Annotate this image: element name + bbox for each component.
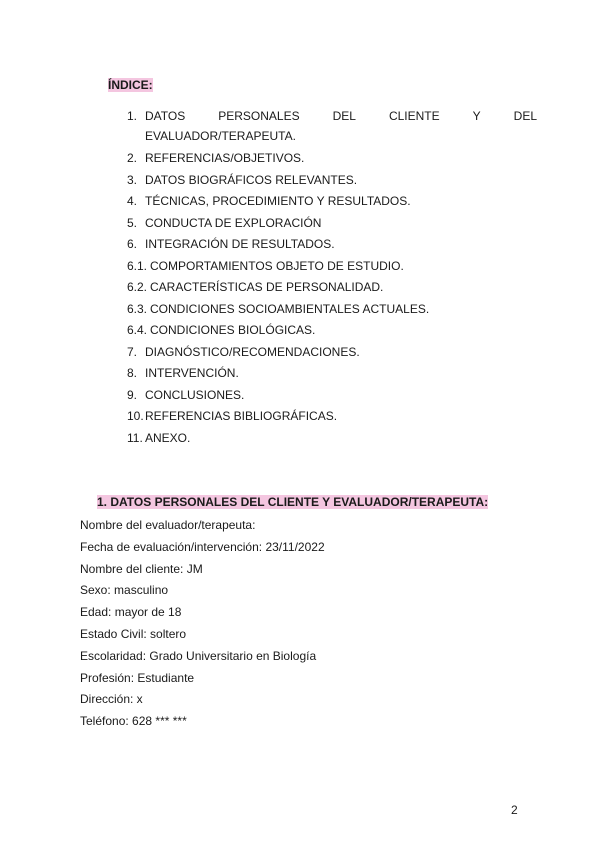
field-address: Dirección: x	[80, 692, 143, 707]
field-age: Edad: mayor de 18	[80, 605, 182, 620]
toc-item	[127, 148, 537, 170]
section-heading-text: 1. DATOS PERSONALES DEL CLIENTE Y EVALUADOR/TERAPEUTA:	[97, 495, 489, 509]
index-heading-text: ÍNDICE:	[108, 78, 153, 92]
toc-item-number: 10.	[127, 409, 144, 423]
toc-item-number: 7.	[127, 344, 138, 359]
field-profession: Profesión: Estudiante	[80, 670, 195, 685]
toc-item-text: CONDICIONES SOCIOAMBIENTALES ACTUALES.	[150, 301, 430, 316]
toc-item-number: 9.	[127, 387, 138, 402]
toc-item-number: 11.	[127, 430, 143, 445]
table-of-contents	[127, 106, 537, 449]
toc-item-number: 5.	[127, 215, 138, 230]
page-number: 2	[511, 803, 518, 817]
field-education: Escolaridad: Grado Universitario en Biología	[80, 648, 317, 663]
toc-item-number: 6.2.	[127, 280, 148, 294]
toc-item-number: 3.	[127, 172, 138, 187]
toc-item-number: 6.4.	[127, 323, 148, 337]
toc-item-number: 2.	[127, 151, 138, 165]
field-sex: Sexo: masculino	[80, 583, 169, 598]
toc-item-text	[145, 106, 537, 146]
toc-item	[127, 320, 537, 342]
toc-item-text: DATOS BIOGRÁFICOS RELEVANTES.	[145, 172, 358, 187]
toc-item-text: CONDUCTA DE EXPLORACIÓN	[145, 215, 322, 230]
toc-item-text: INTEGRACIÓN DE RESULTADOS.	[145, 237, 335, 251]
toc-item	[127, 428, 537, 450]
toc-word: DEL	[332, 109, 356, 123]
toc-item	[127, 213, 537, 235]
field-client-name: Nombre del cliente: JM	[80, 561, 203, 576]
index-heading	[108, 78, 153, 92]
toc-item-number: 6.	[127, 237, 138, 251]
toc-item	[127, 106, 537, 146]
field-evaluation-date: Fecha de evaluación/intervención: 23/11/2022	[80, 539, 325, 554]
toc-item	[127, 342, 537, 364]
toc-item-number: 4.	[127, 194, 138, 208]
field-evaluator-name: Nombre del evaluador/terapeuta:	[80, 518, 256, 532]
toc-item-text: INTERVENCIÓN.	[145, 366, 239, 380]
toc-item	[127, 191, 537, 213]
toc-item-number: 8.	[127, 366, 138, 380]
toc-item	[127, 277, 537, 299]
toc-item-text: REFERENCIAS/OBJETIVOS.	[145, 151, 305, 165]
toc-item	[127, 234, 537, 256]
toc-word: CLIENTE	[388, 109, 440, 123]
toc-item	[127, 385, 537, 407]
toc-item	[127, 256, 537, 278]
toc-word: DEL	[513, 109, 537, 123]
toc-word: Y	[472, 109, 481, 123]
toc-word: DATOS	[145, 109, 186, 123]
field-civil-status: Estado Civil: soltero	[80, 626, 187, 641]
section-heading	[97, 495, 488, 509]
toc-item-number: 1.	[127, 109, 138, 123]
toc-item-text: COMPORTAMIENTOS OBJETO DE ESTUDIO.	[150, 258, 404, 273]
toc-item-text: TÉCNICAS, PROCEDIMIENTO Y RESULTADOS.	[145, 194, 411, 208]
toc-item-number: 6.3.	[127, 301, 148, 316]
toc-item-first-line	[145, 106, 537, 126]
toc-item-text: ANEXO.	[145, 430, 191, 445]
toc-item	[127, 299, 537, 321]
personal-data-fields	[80, 515, 325, 733]
toc-item	[127, 406, 537, 428]
toc-item-text: CARACTERÍSTICAS DE PERSONALIDAD.	[150, 280, 384, 294]
toc-item-text: CONDICIONES BIOLÓGICAS.	[150, 323, 316, 337]
field-phone: Teléfono: 628 *** ***	[80, 714, 187, 729]
toc-item-text: CONCLUSIONES.	[145, 387, 245, 402]
toc-item-second-line: EVALUADOR/TERAPEUTA.	[145, 129, 296, 143]
toc-word: PERSONALES	[218, 109, 300, 123]
toc-item	[127, 363, 537, 385]
toc-item	[127, 170, 537, 192]
toc-item-number: 6.1.	[127, 258, 148, 273]
toc-item-text: REFERENCIAS BIBLIOGRÁFICAS.	[145, 409, 338, 423]
toc-item-text: DIAGNÓSTICO/RECOMENDACIONES.	[145, 344, 360, 359]
